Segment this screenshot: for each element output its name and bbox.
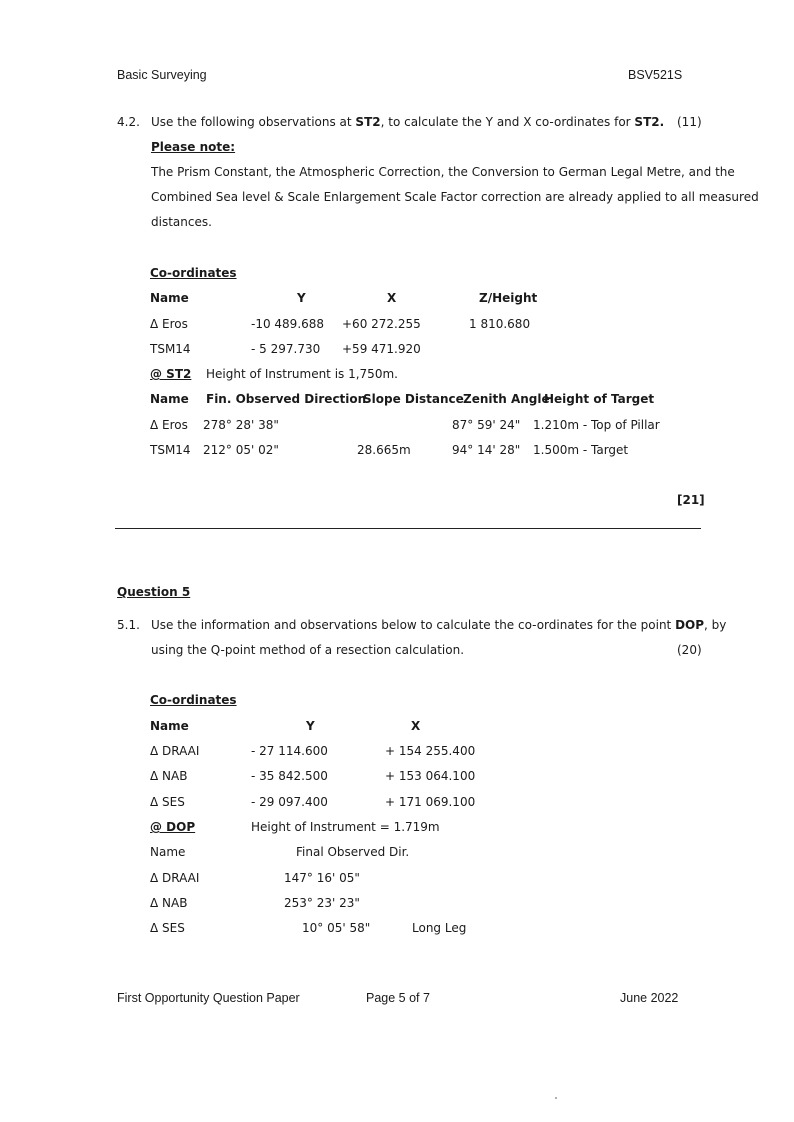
obs-slope: 28.665m	[357, 443, 411, 457]
header-code: BSV521S	[628, 68, 683, 82]
obs-direction: 253° 23' 23"	[284, 896, 360, 910]
q51-instruction: Use the information and observations below to calculate the co-ordinates for the point DOP, by	[151, 618, 727, 632]
col-y-header: Y	[297, 291, 306, 305]
obs-zenith: 94° 14' 28"	[452, 443, 521, 457]
obs-slope-header: Slope Distance	[363, 392, 464, 406]
obs-zenith-header: Zenith Angle	[463, 392, 550, 406]
note-heading: Please note:	[151, 140, 236, 154]
obs-direction-header: Fin. Observed Direction	[206, 392, 367, 406]
obs-name: Δ Eros	[150, 418, 188, 432]
obs-direction: 147° 16' 05"	[284, 871, 360, 885]
footer-paper: First Opportunity Question Paper	[117, 991, 300, 1005]
coord-y: - 35 842.500	[251, 769, 328, 783]
note-line: distances.	[151, 215, 212, 229]
section-divider	[115, 528, 701, 529]
coord-name: Δ SES	[150, 795, 185, 809]
obs-name-header: Name	[150, 845, 186, 859]
obs-zenith: 87° 59' 24"	[452, 418, 521, 432]
page-number: Page 5 of 7	[366, 991, 430, 1005]
obs-target: 1.500m - Target	[533, 443, 629, 457]
col-name-header: Name	[150, 291, 189, 305]
col-y-header: Y	[306, 719, 315, 733]
obs-name: Δ NAB	[150, 896, 188, 910]
coord-y: - 27 114.600	[251, 744, 328, 758]
coord-name: Δ NAB	[150, 769, 188, 783]
obs-name: TSM14	[150, 443, 191, 457]
q42-number: 4.2.	[117, 115, 140, 129]
coord-x: + 153 064.100	[385, 769, 476, 783]
q42-marks: (11)	[677, 115, 702, 129]
col-x-header: X	[387, 291, 397, 305]
obs-name: Δ DRAAI	[150, 871, 200, 885]
height-of-instrument: Height of Instrument = 1.719m	[251, 820, 440, 834]
obs-target-header: Height of Target	[544, 392, 655, 406]
q42-instruction: Use the following observations at ST2, to calculate the Y and X co-ordinates for ST2.	[151, 115, 665, 129]
coords-heading: Co-ordinates	[150, 693, 237, 707]
q51-marks: (20)	[677, 643, 702, 657]
q51-instruction-cont: using the Q-point method of a resection calculation.	[151, 643, 465, 657]
col-z-header: Z/Height	[479, 291, 538, 305]
note-line: The Prism Constant, the Atmospheric Correction, the Conversion to German Legal Metre, and the	[151, 165, 735, 179]
col-name-header: Name	[150, 719, 189, 733]
question-heading: Question 5	[117, 585, 191, 599]
obs-direction: 278° 28' 38"	[203, 418, 279, 432]
coord-x: +60 272.255	[342, 317, 421, 331]
col-x-header: X	[411, 719, 421, 733]
coord-name: Δ Eros	[150, 317, 188, 331]
scan-speck	[555, 1097, 557, 1099]
obs-target: 1.210m - Top of Pillar	[533, 418, 660, 432]
coord-x: + 171 069.100	[385, 795, 476, 809]
header-course: Basic Surveying	[117, 68, 207, 82]
height-of-instrument: Height of Instrument is 1,750m.	[206, 367, 398, 381]
coord-x: +59 471.920	[342, 342, 421, 356]
q51-number: 5.1.	[117, 618, 140, 632]
coord-y: -10 489.688	[251, 317, 325, 331]
coord-x: + 154 255.400	[385, 744, 476, 758]
total-marks: [21]	[677, 493, 705, 507]
coord-z: 1 810.680	[469, 317, 531, 331]
obs-note: Long Leg	[412, 921, 467, 935]
obs-direction: 10° 05' 58"	[302, 921, 371, 935]
footer-date: June 2022	[620, 991, 679, 1005]
station-label: @ DOP	[150, 820, 196, 834]
coord-name: Δ DRAAI	[150, 744, 200, 758]
obs-name: Δ SES	[150, 921, 185, 935]
coord-name: TSM14	[150, 342, 191, 356]
obs-name-header: Name	[150, 392, 189, 406]
obs-direction: 212° 05' 02"	[203, 443, 279, 457]
station-label: @ ST2	[150, 367, 192, 381]
note-line: Combined Sea level & Scale Enlargement Scale Factor correction are already applied to all measured	[151, 190, 759, 204]
coord-y: - 29 097.400	[251, 795, 328, 809]
obs-direction-header: Final Observed Dir.	[296, 845, 410, 859]
coord-y: - 5 297.730	[251, 342, 321, 356]
coords-heading: Co-ordinates	[150, 266, 237, 280]
